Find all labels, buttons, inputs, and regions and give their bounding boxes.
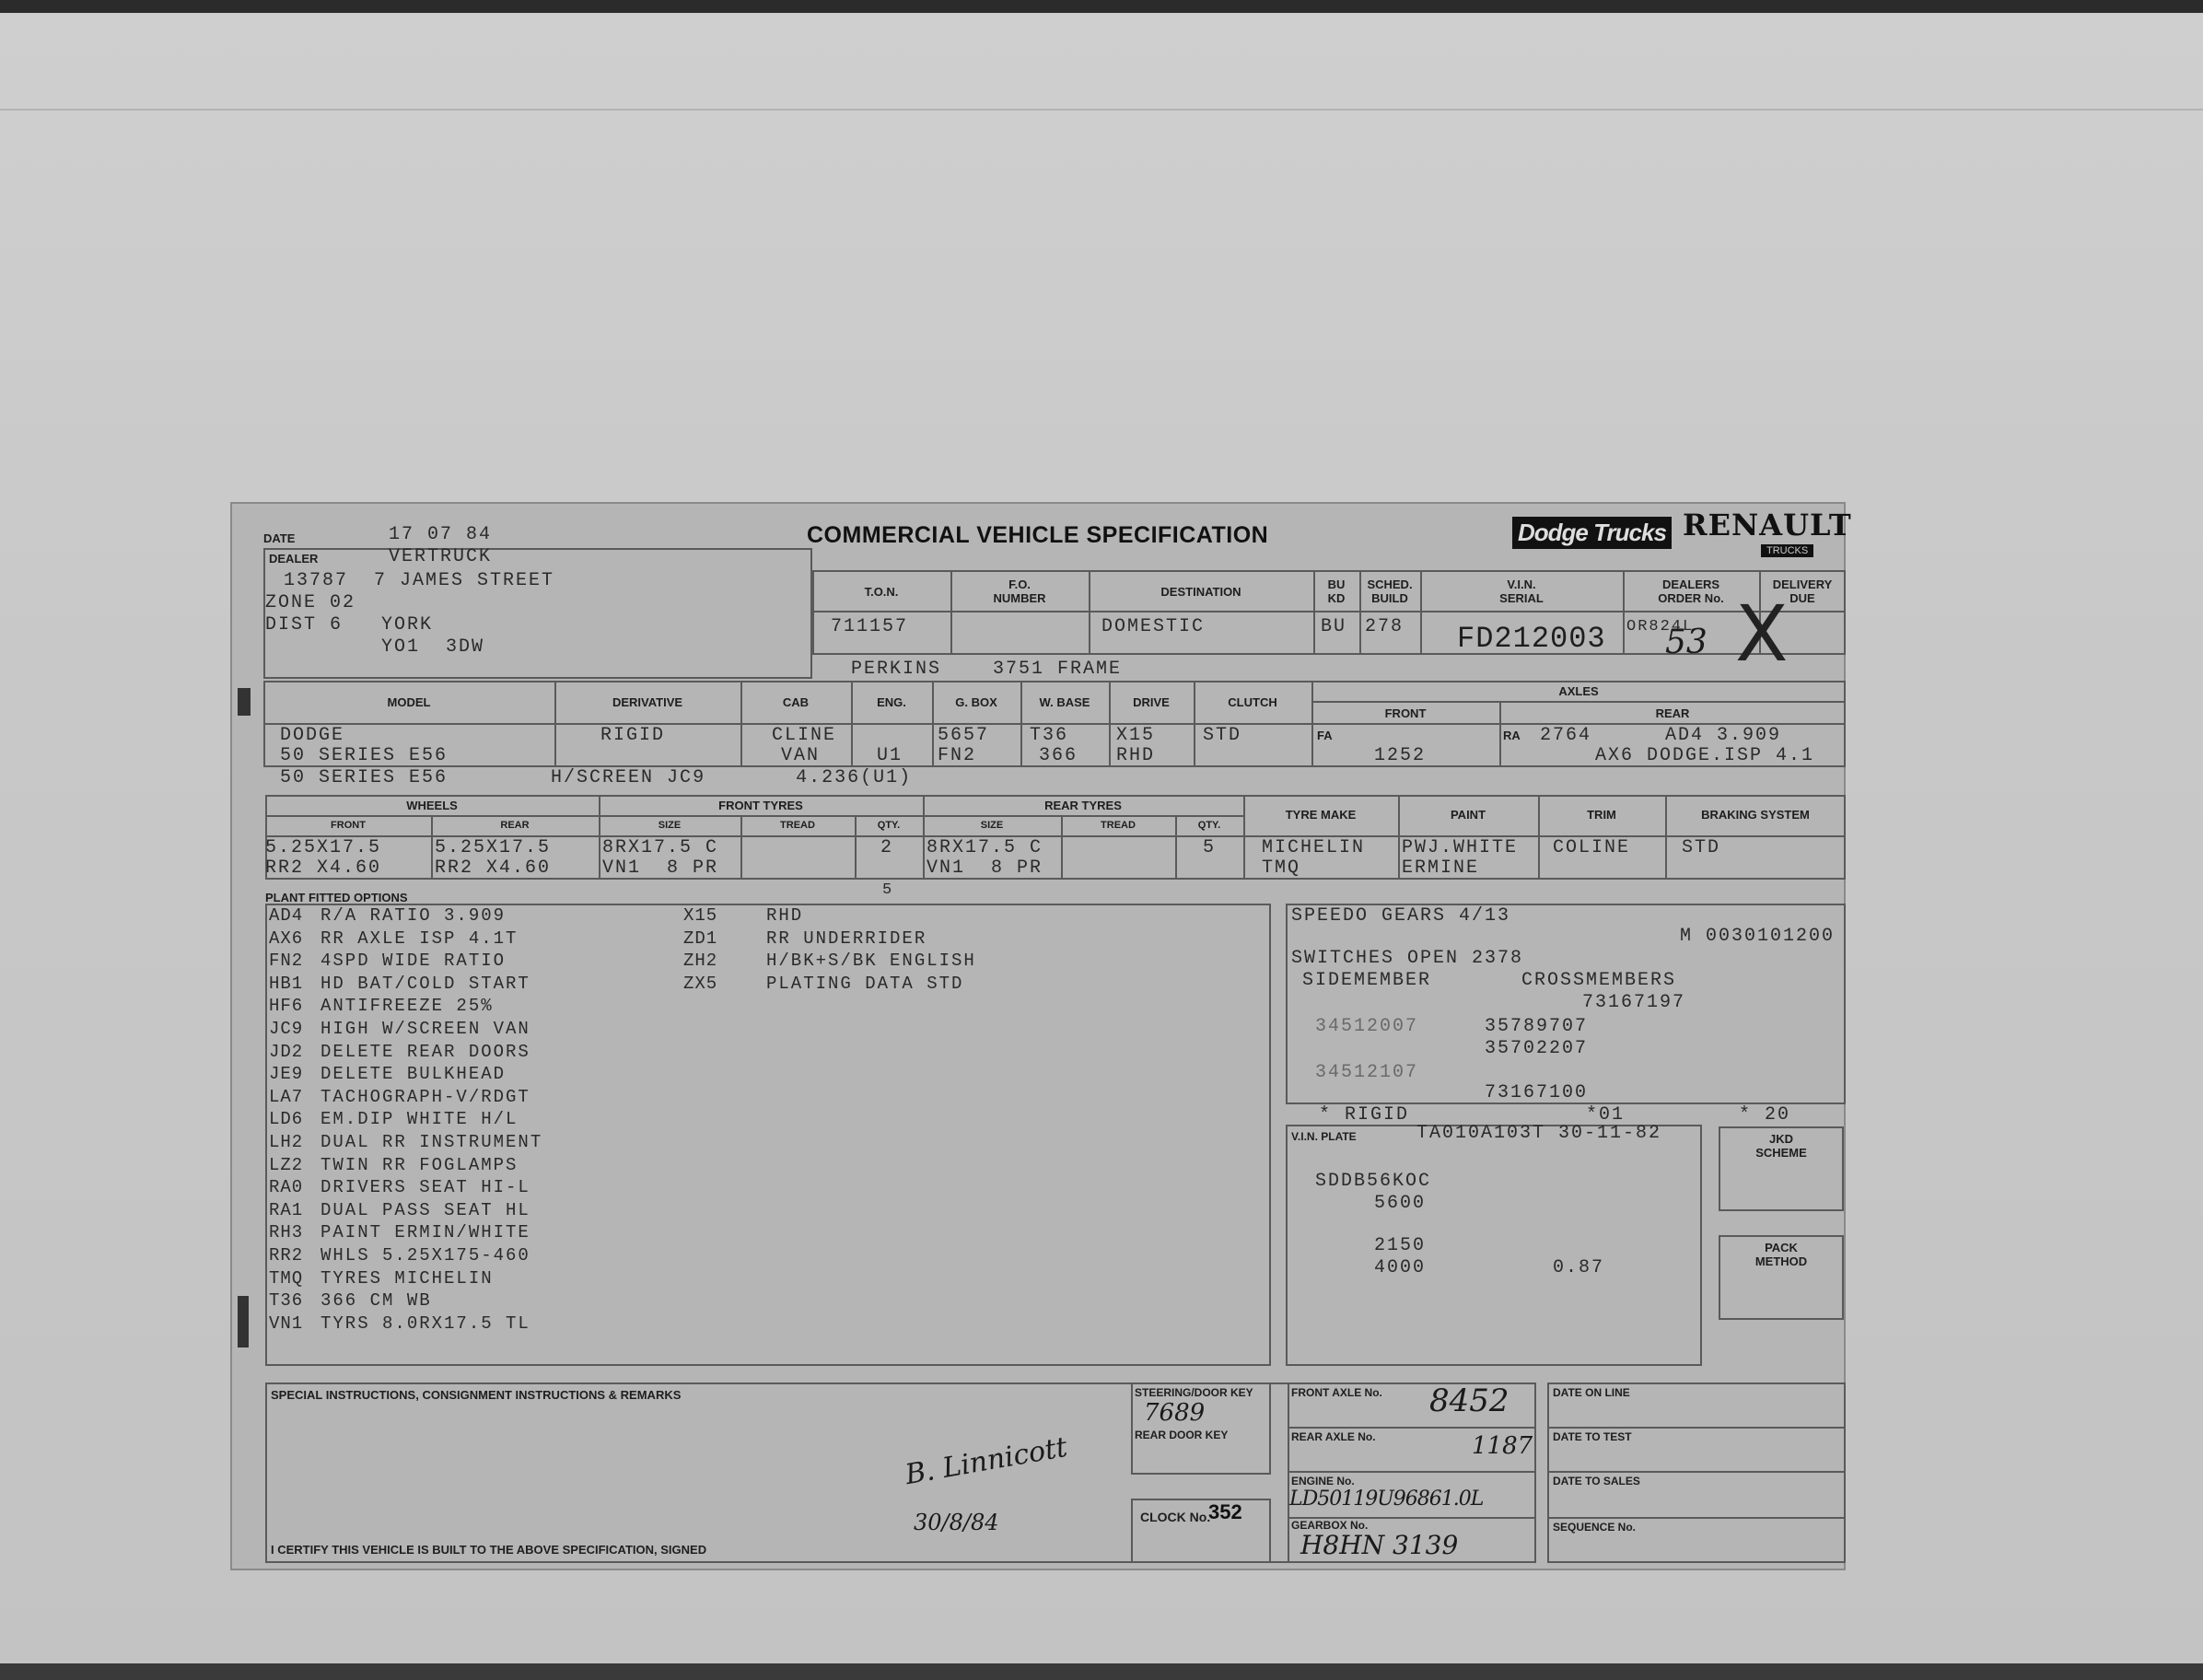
paint-value-1: PWJ.WHITE — [1402, 837, 1519, 858]
option-row: RR2 WHLS 5.25X175-460 — [269, 1244, 530, 1266]
specification-form — [230, 502, 1852, 1570]
axle-front-label: FRONT — [1384, 706, 1427, 720]
signature-date: 30/8/84 — [914, 1510, 999, 1535]
dodge-trucks-logo: Dodge Trucks — [1512, 517, 1672, 549]
gbox-value-2: FN2 — [938, 745, 977, 766]
ft-qty-label: QTY. — [877, 820, 901, 831]
model-label: MODEL — [387, 695, 431, 709]
model-value-1: DODGE — [280, 725, 345, 746]
destination-label: DESTINATION — [1160, 585, 1241, 599]
rigid-mark: * RIGID — [1319, 1104, 1410, 1126]
date-to-test-label: DATE TO TEST — [1553, 1430, 1632, 1443]
date-on-line-label: DATE ON LINE — [1553, 1386, 1630, 1399]
option-row: RA0 DRIVERS SEAT HI-L — [269, 1177, 530, 1198]
engine-frame-line: PERKINS 3751 FRAME — [851, 659, 1123, 680]
crossmember-1: 35789707 — [1485, 1016, 1589, 1037]
drive-value-1: X15 — [1116, 725, 1156, 746]
front-axle-value: 1252 — [1374, 745, 1427, 766]
wbase-value-2: 366 — [1039, 745, 1078, 766]
option-row: LZ2 TWIN RR FOGLAMPS — [269, 1154, 519, 1175]
bu-kd-label: BU KD — [1327, 578, 1346, 605]
sched-build-value: 278 — [1365, 616, 1405, 637]
rear-tyre-qty: 5 — [1203, 837, 1217, 858]
ton-value: 711157 — [831, 616, 909, 637]
scan-crease — [0, 109, 2203, 111]
steering-door-key-value: 7689 — [1144, 1399, 1206, 1427]
rt-size-label: SIZE — [980, 820, 1004, 831]
clutch-label: CLUTCH — [1228, 695, 1277, 709]
drive-value-2: RHD — [1116, 745, 1156, 766]
dates-box — [1547, 1382, 1846, 1563]
ton-label: T.O.N. — [864, 585, 899, 599]
option-row: AX6 RR AXLE ISP 4.1T — [269, 928, 519, 949]
eng-value: U1 — [877, 745, 903, 766]
speedo-gears: SPEEDO GEARS 4/13 — [1291, 905, 1511, 927]
option-row: JC9 HIGH W/SCREEN VAN — [269, 1018, 530, 1039]
date-value: 17 07 84 — [389, 524, 493, 545]
derivative-label: DERIVATIVE — [612, 695, 683, 709]
sidemember-1: 34512007 — [1315, 1016, 1419, 1037]
gbox-label: G. BOX — [955, 695, 997, 709]
axle-rear-label: REAR — [1655, 706, 1690, 720]
option-row: X15 RHD — [683, 905, 804, 926]
dealer-name: VERTRUCK — [389, 546, 493, 567]
crossmember-number: 73167197 — [1582, 992, 1686, 1013]
option-row: LH2 DUAL RR INSTRUMENT — [269, 1131, 543, 1152]
rear-tyre-size-1: 8RX17.5 C — [927, 837, 1043, 858]
gbox-value-1: 5657 — [938, 725, 990, 746]
option-row: JE9 DELETE BULKHEAD — [269, 1064, 507, 1085]
option-row: T36 366 CM WB — [269, 1290, 432, 1312]
special-instructions-label: SPECIAL INSTRUCTIONS, CONSIGNMENT INSTRUCTIONS & REMARKS — [271, 1388, 682, 1402]
front-tyres-label: FRONT TYRES — [718, 799, 803, 812]
dealer-zone: ZONE 02 — [265, 592, 356, 613]
trim-value: COLINE — [1553, 837, 1631, 858]
rear-axle-value-3: AX6 DODGE.ISP 4.1 — [1595, 745, 1815, 766]
vin-serial-value: FD212003 — [1457, 622, 1606, 656]
engine-no-value: LD50119U96861.0L — [1289, 1488, 1484, 1511]
option-row: LA7 TACHOGRAPH-V/RDGT — [269, 1086, 530, 1107]
wbase-label: W. BASE — [1039, 695, 1090, 709]
front-axle-no-value: 8452 — [1429, 1382, 1509, 1419]
eng-label: ENG. — [877, 695, 906, 709]
delivery-due-label: DELIVERY DUE — [1772, 578, 1833, 605]
vin-plate-n3: 4000 — [1374, 1257, 1427, 1278]
clock-box — [1131, 1499, 1271, 1563]
front-tyre-size-1: 8RX17.5 C — [602, 837, 719, 858]
crossmember-2: 35702207 — [1485, 1038, 1589, 1059]
scan-bottom-edge — [0, 1663, 2203, 1680]
rt-tread-label: TREAD — [1101, 820, 1136, 831]
dealers-order-value: OR824L — [1626, 618, 1695, 636]
option-row: JD2 DELETE REAR DOORS — [269, 1041, 530, 1062]
rear-door-key-label: REAR DOOR KEY — [1135, 1429, 1229, 1441]
rear-tyres-label: REAR TYRES — [1044, 799, 1122, 812]
paint-label: PAINT — [1450, 808, 1486, 822]
cab-value-1: CLINE — [772, 725, 837, 746]
front-tyre-qty: 2 — [880, 837, 894, 858]
braking-system-label: BRAKING SYSTEM — [1701, 808, 1810, 822]
drive-label: DRIVE — [1133, 695, 1170, 709]
axles-label: AXLES — [1558, 684, 1599, 698]
option-row: LD6 EM.DIP WHITE H/L — [269, 1109, 519, 1130]
wheel-front-value-2: RR2 X4.60 — [265, 858, 382, 879]
wheel-front-value-1: 5.25X17.5 — [265, 837, 382, 858]
dealer-label: DEALER — [269, 552, 319, 566]
dealer-postcode: YO1 3DW — [265, 636, 485, 658]
vin-plate-value: TA010A103T 30-11-82 — [1416, 1123, 1662, 1144]
wheels-label: WHEELS — [406, 799, 458, 812]
bu-kd-value: BU — [1321, 616, 1347, 637]
options-list-col2 — [683, 905, 976, 996]
vin-serial-label: V.I.N. SERIAL — [1499, 578, 1544, 605]
jkd-scheme-label: JKD SCHEME — [1755, 1132, 1807, 1160]
vin-plate-n4: 0.87 — [1553, 1257, 1605, 1278]
steering-door-key-label: STEERING/DOOR KEY — [1135, 1386, 1253, 1399]
sched-build-label: SCHED. BUILD — [1367, 578, 1413, 605]
model-derivative-summary: 50 SERIES E56 H/SCREEN JC9 4.236(U1) — [280, 767, 913, 788]
dealer-district: DIST 6 YORK — [265, 614, 434, 636]
destination-value: DOMESTIC — [1102, 616, 1206, 637]
sidemember-2: 34512107 — [1315, 1062, 1419, 1083]
option-row: RH3 PAINT ERMIN/WHITE — [269, 1222, 530, 1243]
option-row: AD4 R/A RATIO 3.909 — [269, 905, 507, 926]
option-row: TMQ TYRES MICHELIN — [269, 1267, 494, 1289]
printer-mark — [238, 688, 251, 716]
option-row: HF6 ANTIFREEZE 25% — [269, 996, 494, 1017]
options-list — [269, 905, 542, 1336]
derivative-value: RIGID — [600, 725, 666, 746]
tyre-make-value-1: MICHELIN — [1262, 837, 1366, 858]
certify-label: I CERTIFY THIS VEHICLE IS BUILT TO THE ABOVE SPECIFICATION, SIGNED — [271, 1543, 707, 1557]
gearbox-no-label: GEARBOX No. — [1291, 1519, 1369, 1532]
paint-value-2: ERMINE — [1402, 858, 1480, 879]
fo-number-label: F.O. NUMBER — [993, 578, 1046, 605]
plus01-mark: *01 — [1586, 1104, 1626, 1126]
clutch-value: STD — [1203, 725, 1242, 746]
front-axle-no-label: FRONT AXLE No. — [1291, 1386, 1382, 1399]
inspector-signature: B. Linnicott — [903, 1430, 1070, 1492]
engine-no-label: ENGINE No. — [1291, 1475, 1355, 1488]
option-row: HB1 HD BAT/COLD START — [269, 973, 530, 994]
fa-label: FA — [1317, 729, 1333, 742]
option-row: RA1 DUAL PASS SEAT HL — [269, 1199, 530, 1220]
delivery-cross-mark: X — [1735, 589, 1789, 679]
option-row: ZH2 H/BK+S/BK ENGLISH — [683, 951, 976, 972]
scan-top-edge — [0, 0, 2203, 13]
ft-size-label: SIZE — [658, 820, 682, 831]
braking-value: STD — [1682, 837, 1721, 858]
wheel-rear-value-1: 5.25X17.5 — [435, 837, 552, 858]
rear-axle-value-2: AD4 3.909 — [1665, 725, 1782, 746]
form-title: COMMERCIAL VEHICLE SPECIFICATION — [807, 522, 1269, 548]
tyre-make-value-2: TMQ — [1262, 858, 1301, 879]
date-label: DATE — [263, 531, 296, 545]
dealers-order-label: DEALERS ORDER No. — [1658, 578, 1724, 605]
vin-plate-n1: 5600 — [1374, 1193, 1427, 1214]
sidemember-heading: SIDEMEMBER — [1302, 970, 1432, 991]
sequence-no-label: SEQUENCE No. — [1553, 1521, 1637, 1534]
trim-label: TRIM — [1587, 808, 1616, 822]
switches-open: SWITCHES OPEN 2378 — [1291, 948, 1524, 969]
wheels-rear-label: REAR — [500, 820, 530, 831]
vin-plate-box — [1286, 1125, 1702, 1366]
ra-label: RA — [1503, 729, 1521, 742]
pack-method-label: PACK METHOD — [1754, 1241, 1808, 1268]
model-value-2: 50 SERIES E56 — [280, 745, 449, 766]
dealers-order-handwritten: 53 — [1665, 624, 1708, 661]
wheels-front-label: FRONT — [331, 820, 366, 831]
rear-axle-no-value: 1187 — [1472, 1432, 1533, 1460]
option-row: VN1 TYRS 8.0RX17.5 TL — [269, 1312, 530, 1334]
renault-trucks-logo-sub: TRUCKS — [1761, 544, 1813, 557]
plant-options-label: PLANT FITTED OPTIONS — [265, 891, 408, 904]
cab-label: CAB — [782, 695, 810, 709]
vin-plate-n2: 2150 — [1374, 1235, 1427, 1256]
ft-tread-label: TREAD — [780, 820, 815, 831]
option-row: FN2 4SPD WIDE RATIO — [269, 951, 507, 972]
option-row: ZX5 PLATING DATA STD — [683, 973, 964, 994]
tyre-make-label: TYRE MAKE — [1285, 808, 1357, 822]
crossmembers-heading: CROSSMEMBERS — [1521, 970, 1677, 991]
rt-qty-label: QTY. — [1197, 820, 1221, 831]
printer-mark — [238, 1296, 249, 1348]
vin-plate-label: V.I.N. PLATE — [1291, 1130, 1357, 1143]
speedo-code: M 0030101200 — [1680, 926, 1836, 947]
crossmember-3: 73167100 — [1485, 1082, 1589, 1103]
star20-mark: * 20 — [1739, 1104, 1791, 1126]
gearbox-no-value: H8HN 3139 — [1300, 1530, 1459, 1560]
dealer-address-1: 13787 7 JAMES STREET — [284, 570, 555, 591]
cab-value-2: VAN — [781, 745, 821, 766]
wbase-value-1: T36 — [1030, 725, 1069, 746]
front-tyre-size-2: VN1 8 PR — [602, 858, 719, 879]
clock-value: 352 — [1208, 1500, 1242, 1523]
wheel-rear-value-2: RR2 X4.60 — [435, 858, 552, 879]
renault-logo: RENAULT — [1683, 508, 1852, 542]
clock-label: CLOCK No. — [1140, 1510, 1211, 1524]
vin-plate-code: SDDB56KOC — [1315, 1171, 1432, 1192]
rear-tyre-size-2: VN1 8 PR — [927, 858, 1043, 879]
rear-axle-value-1: 2764 — [1540, 725, 1592, 746]
option-row: ZD1 RR UNDERRIDER — [683, 928, 927, 949]
date-to-sales-label: DATE TO SALES — [1553, 1475, 1640, 1488]
rear-axle-no-label: REAR AXLE No. — [1291, 1430, 1376, 1443]
qty-below-mark: 5 — [882, 881, 894, 899]
